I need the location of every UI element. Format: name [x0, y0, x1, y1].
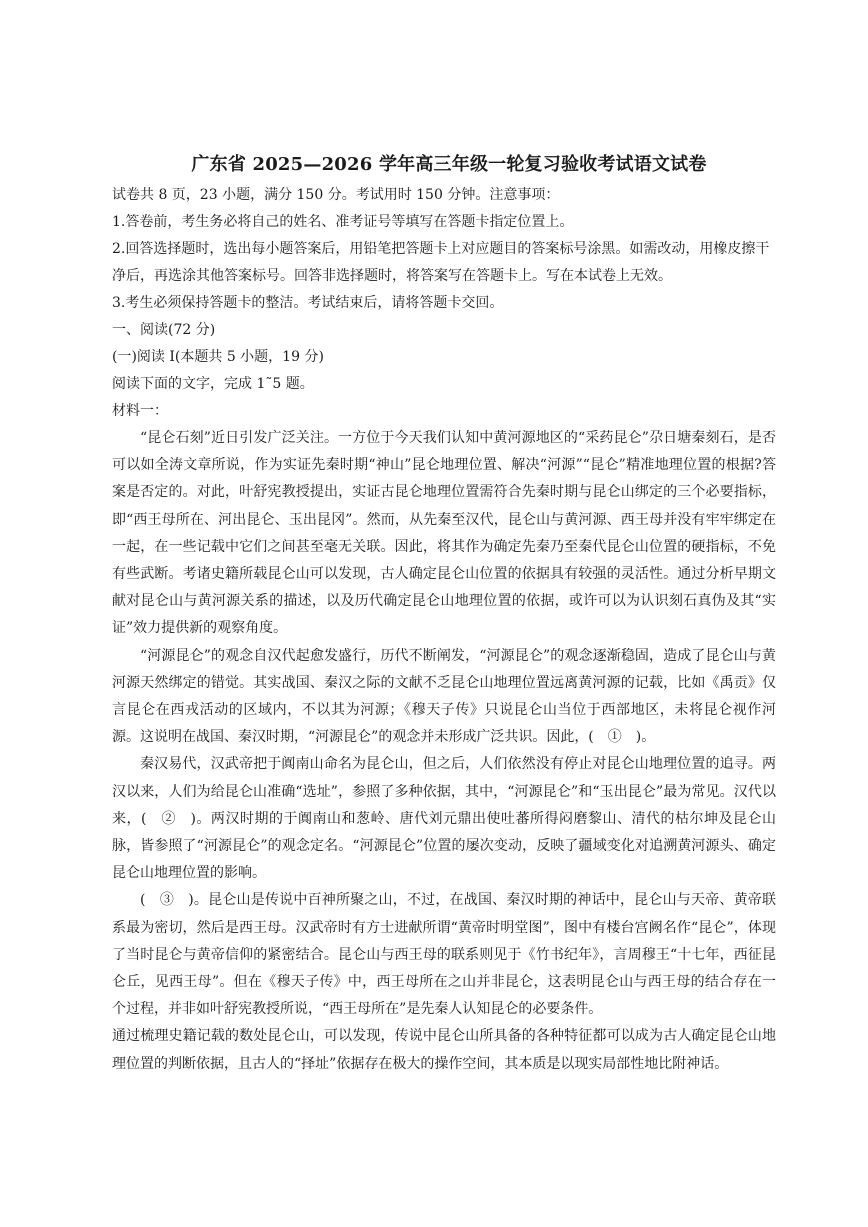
- note-3: 3.考生必须保持答题卡的整洁。考试结束后，请将答题卡交回。: [112, 295, 504, 311]
- body-paragraph-4: ( ③ )。昆仑山是传说中百神所聚之山，不过，在战国、秦汉时期的神话中，昆仑山与天帝、黄帝联系最为密切，然后是西王母。汉武帝时有方士进献所谓“黄帝时明堂图”，图中有楼台宫阙名作“昆仑”，体现了当时昆仑与黄帝信仰的紧密结合。昆仑山与西王母的联系则见于《竹书纪年》，言周穆王“十七年，西征昆仑丘，见西王母”。但在《穆天子传》中，西王母所在之山并非昆仑，这表明昆仑山与西王母的结合存在一个过程，并非如叶舒宪教授所说，“西王母所在”是先秦人认知昆仑的必要条件。: [112, 892, 776, 1018]
- body-paragraph-1: “昆仑石刻”近日引发广泛关注。一方位于今天我们认知中黄河源地区的“采药昆仑”尕日塘秦刻石，是否可以如全涛文章所说，作为实证先秦时期“神山”昆仑地理位置、解决“河源”“昆仑”精准地理位置的根据?答案是否定的。对此，叶舒宪教授提出，实证古昆仑地理位置需符合先秦时期与昆仑山绑定的三个必要指标，即“西王母所在、河出昆仑、玉出昆冈”。然而，从先秦至汉代，昆仑山与黄河源、西王母并没有牢牢绑定在一起，在一些记载中它们之间甚至毫无关联。因此，将其作为确定先秦乃至秦代昆仑山位置的硬指标，不免有些武断。考诸史籍所载昆仑山可以发现，古人确定昆仑山位置的依据具有较强的灵活性。通过分析早期文献对昆仑山与黄河源关系的描述，以及历代确定昆仑山地理位置的依据，或许可以为认识刻石真伪及其“实证”效力提供新的观察角度。: [112, 430, 776, 637]
- subsection-heading: (一)阅读 I(本题共 5 小题，19 分): [112, 349, 324, 365]
- section-heading: 一、阅读(72 分): [112, 322, 216, 338]
- exam-title: 广东省 2025—2026 学年高三年级一轮复习验收考试语文试卷: [191, 154, 707, 175]
- closing-paragraph: 通过梳理史籍记载的数处昆仑山，可以发现，传说中昆仑山所具备的各种特征都可以成为古人确定昆仑山地理位置的判断依据，且古人的“择址”依据存在极大的操作空间，其本质是以现实局部性地比附神话。: [112, 1028, 776, 1072]
- note-1: 1.答卷前，考生务必将自己的姓名、准考证号等填写在答题卡指定位置上。: [112, 214, 574, 230]
- note-2: 2.回答选择题时，选出每小题答案后，用铅笔把答题卡上对应题目的答案标号涂黑。如需改动，用橡皮擦干净后，再选涂其他答案标号。回答非选择题时，将答案写在答题卡上。写在本试卷上无效。: [112, 241, 770, 284]
- reading-instruction: 阅读下面的文字，完成 1˜5 题。: [112, 376, 314, 392]
- exam-intro: 试卷共 8 页，23 小题，满分 150 分。考试用时 150 分钟。注意事项：: [112, 187, 560, 203]
- body-paragraph-3: 秦汉易代，汉武帝把于阗南山命名为昆仑山，但之后，人们依然没有停止对昆仑山地理位置的追寻。两汉以来，人们为给昆仑山准确“选址”，参照了多种依据，其中，“河源昆仑”和“玉出昆仑”最为常见。汉代以来，( ② )。两汉时期的于阗南山和葱岭、唐代刘元鼎出使吐蕃所得闷磨黎山、清代的枯尔坤及昆仑山脉，皆参照了“河源昆仑”的观念定名。“河源昆仑”位置的屡次变动，反映了疆域变化对追溯黄河源头、确定昆仑山地理位置的影响。: [112, 756, 776, 882]
- material-label: 材料一：: [112, 403, 168, 419]
- body-paragraph-2: “河源昆仑”的观念自汉代起愈发盛行，历代不断阐发，“河源昆仑”的观念逐渐稳固，造成了昆仑山与黄河源天然绑定的错觉。其实战国、秦汉之际的文献不乏昆仑山地理位置远离黄河源的记载，比如《禹贡》仅言昆仑在西戎活动的区域内，不以其为河源；《穆天子传》只说昆仑山当位于西部地区，未将昆仑视作河源。这说明在战国、秦汉时期，“河源昆仑”的观念并未形成广泛共识。因此，( ① )。: [112, 647, 776, 746]
